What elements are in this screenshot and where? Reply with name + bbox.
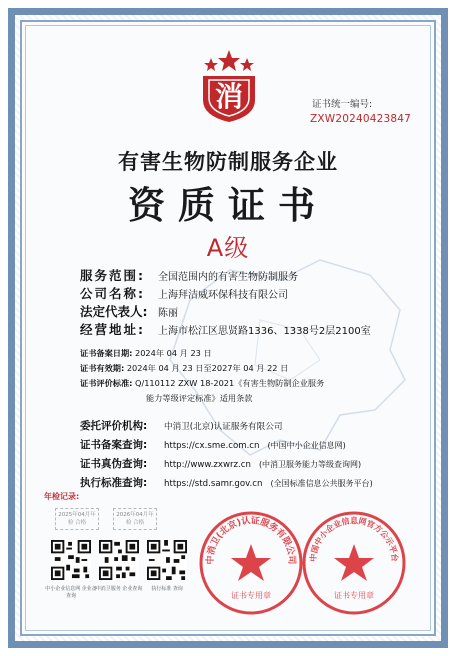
- field-business-address: [80, 320, 371, 338]
- info-label: 执行标准查询:: [80, 477, 148, 489]
- record-date-row: [80, 348, 212, 359]
- validity-label: 证书有效期:: [80, 363, 125, 373]
- info-link[interactable]: https://std.samr.gov.cn: [164, 479, 263, 489]
- certificate-number-label: 证书统一编号:: [312, 99, 373, 110]
- certificate-main-title: 资质证书: [128, 184, 328, 227]
- field-label: 服务范围:: [80, 268, 145, 283]
- seal-bottom-text: 证书专用章: [334, 591, 374, 600]
- record-date-label: 证书备案日期:: [80, 348, 133, 358]
- official-seal-right: [301, 510, 407, 616]
- info-note: (全国标准信息公共服务平台): [270, 479, 373, 488]
- info-link[interactable]: http://www.zxwrz.cn: [164, 460, 251, 470]
- info-note: (中消卫服务能力等级查询网): [258, 460, 362, 469]
- info-row-authenticity-query: [80, 456, 361, 471]
- seal-bottom-text: 证书专用章: [231, 591, 271, 600]
- field-label: 法定代表人:: [80, 304, 148, 319]
- seal-text: 中消卫(北京)认证服务有限公司: [205, 516, 297, 565]
- annual-inspection-box: 2025年04月年检 合格: [55, 508, 99, 530]
- validity-value: 2024年 04 月 23 日至2027年 04 月 22 日: [126, 363, 289, 373]
- seal-text: 中国中小企业信息网官方公示平台: [308, 516, 400, 563]
- grade-level: A级: [206, 234, 250, 262]
- qr-caption: 中消卫服务 企业查询: [95, 586, 143, 592]
- field-service-scope: [80, 266, 298, 284]
- info-row-agency: [80, 418, 282, 433]
- basis-value: Q/110112 ZXW 18-2021《有害生物防制企业服务: [135, 378, 325, 388]
- field-legal-representative: [80, 302, 178, 320]
- qr-code-icon: [99, 540, 139, 580]
- field-value: 全国范围内的有害生物防制服务: [158, 272, 298, 283]
- info-row-record-query: [80, 437, 346, 452]
- info-row-standard-query: [80, 475, 373, 490]
- field-value: 上海拜洁威环保科技有限公司: [158, 290, 288, 301]
- field-label: 公司名称:: [80, 286, 145, 301]
- certificate-title: 有害生物防制服务企业: [118, 150, 338, 174]
- annual-inspection-label: 年检记录:: [44, 492, 80, 501]
- field-company-name: [80, 284, 288, 302]
- info-value: 中消卫(北京)认证服务有限公司: [164, 422, 283, 432]
- basis-value-continued: 能力等级评定标准》适用条款: [146, 393, 253, 403]
- info-label: 证书真伪查询:: [80, 458, 148, 470]
- record-date-value: 2024年 04 月 23 日: [135, 348, 212, 358]
- certificate-number: ZXW20240423847: [310, 113, 412, 125]
- field-value: 陈丽: [158, 308, 178, 319]
- emblem-logo: [195, 48, 263, 124]
- field-value: 上海市松江区思贤路1336、1338号2层2100室: [158, 326, 371, 337]
- official-seal-left: [198, 510, 304, 616]
- annual-inspection-box: 2026年04月年检 合格: [113, 508, 157, 530]
- info-link[interactable]: https://cx.sme.com.cn: [164, 441, 260, 451]
- info-label: 委托评价机构:: [80, 420, 148, 432]
- qr-code-icon: [51, 540, 91, 580]
- qr-caption: 执行标准 查询: [151, 586, 183, 592]
- basis-label: 证书评价标准:: [80, 378, 133, 388]
- qr-caption: 中小企业信息网 企业备查询: [45, 586, 97, 599]
- validity-row: [80, 363, 288, 374]
- field-label: 经营地址:: [80, 322, 145, 337]
- qr-code-icon: [147, 540, 187, 580]
- info-note: (中国中小企业信息网): [267, 441, 346, 450]
- svg-text:消: 消: [214, 80, 244, 113]
- basis-row: [80, 378, 324, 389]
- info-label: 证书备案查询:: [80, 439, 148, 451]
